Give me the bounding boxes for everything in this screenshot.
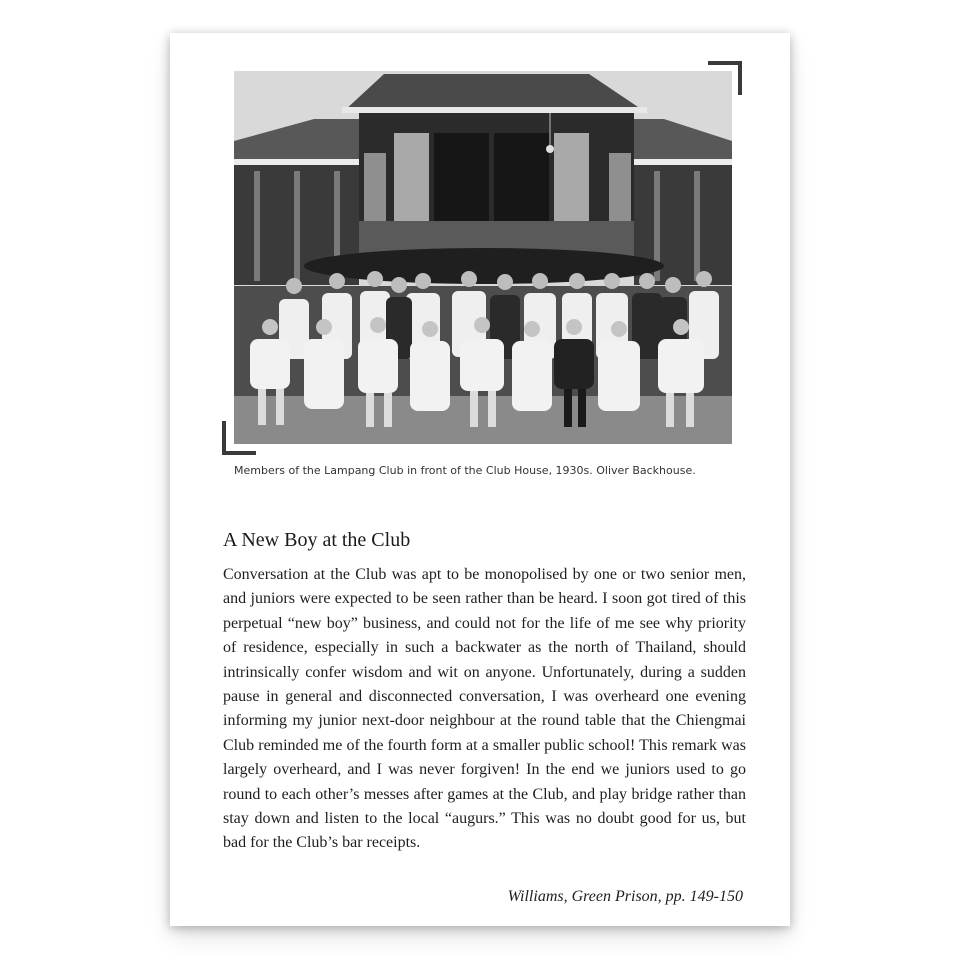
body-paragraph: Conversation at the Club was apt to be monopolised by one or two senior men, and juniors were expected to be seen rather than be heard. I soon got tired of this perpetual “new boy” business, and could not for the life of me see why priority of residence, especially in such a backwater as the north of Thailand, should intrinsically confer wisdom and wit on anyone. Unfortunately, during a sudden pause in general and disconnected conversation, I was overheard one evening informing my junior next-door neighbour at the round table that the Chiengmai Club reminded me of the fourth form at a smaller public school! This remark was largely overheard, and I was never forgiven! In the end we juniors used to go round to each other’s messes after games at the Club, and play bridge rather than stay down and listen to the local “augurs.” This was no doubt good for us, but bad for the Club’s bar receipts. (223, 566, 746, 852)
source-citation: Williams, Green Prison, pp. 149-150 (507, 888, 743, 905)
photo-caption: Members of the Lampang Club in front of the Club House, 1930s. Oliver Backhouse. (234, 464, 696, 477)
section-heading: A New Boy at the Club (223, 529, 411, 551)
book-page (170, 33, 790, 926)
club-group-photo (234, 71, 732, 444)
